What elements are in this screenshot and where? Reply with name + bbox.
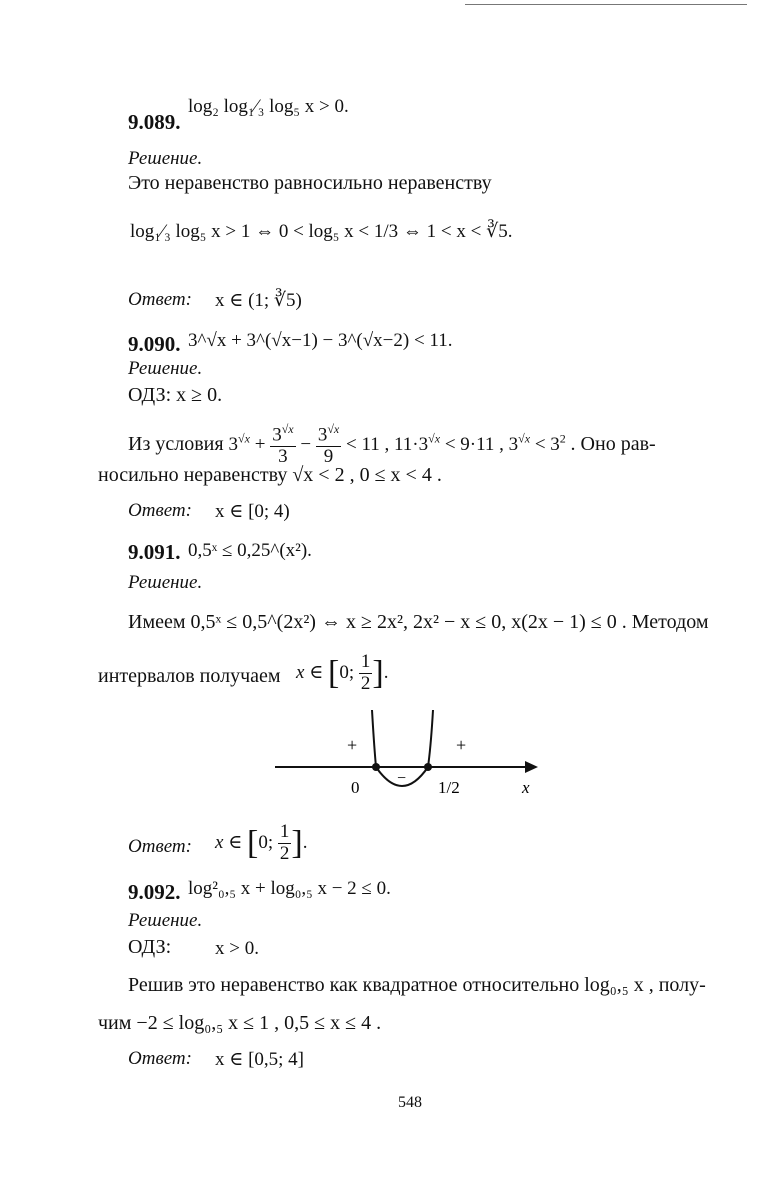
text-line bbox=[128, 423, 656, 468]
text-line: Решив это неравенство как квадратное относительно log₀,₅ x , полу- bbox=[128, 974, 706, 996]
sign-plus-right: + bbox=[456, 735, 467, 755]
text-line: чим −2 ≤ log₀,₅ x ≤ 1 , 0,5 ≤ x ≤ 4 . bbox=[98, 1012, 382, 1034]
text-suffix: . Оно рав- bbox=[570, 432, 656, 455]
problem-number-9090: 9.090. bbox=[128, 332, 181, 356]
problem-expression-9090: 3^√x + 3^(√x−1) − 3^(√x−2) < 11. bbox=[188, 330, 453, 351]
interval-result: x ∈ [0; $\frac{1}{2}$ ]. bbox=[296, 651, 389, 694]
point-half bbox=[424, 763, 432, 771]
sign-diagram bbox=[270, 705, 550, 805]
answer-value: x ∈ (1; ∛5) bbox=[215, 290, 302, 311]
problem-expression-9089: log₂ log₁⁄₃ log₅ x > 0. bbox=[188, 96, 349, 117]
solution-label: Решение. bbox=[128, 358, 203, 379]
answer-label: Ответ: bbox=[128, 836, 192, 857]
problem-number-9089: 9.089. bbox=[128, 110, 181, 134]
sign-plus-left: + bbox=[347, 735, 358, 755]
equation-inline: $3^{√x}$ + $\frac{3^{√x}}{3}$ − $\frac{3^{√x}}{9}$ < 11 , $11\cdot 3^{√x} < 9\cdot 11$ , $3^{√x} < 3^2$ bbox=[228, 422, 566, 468]
odz-label: ОДЗ: bbox=[128, 936, 172, 958]
odz-line: ОДЗ: x ≥ 0. bbox=[128, 384, 223, 406]
answer-value: x ∈ [0; $\frac{1}{2}$ ]. bbox=[215, 821, 308, 864]
text-line: интервалов получаем bbox=[98, 665, 281, 687]
fraction: $\frac{3^{√x}}{3}$ bbox=[272, 422, 294, 468]
text-line: носильно неравенству √x < 2 , 0 ≤ x < 4 . bbox=[98, 464, 442, 486]
problem-number-9091: 9.091. bbox=[128, 540, 181, 564]
parabola-left-branch bbox=[372, 710, 376, 767]
problem-number-9092: 9.092. bbox=[128, 880, 181, 904]
parabola-right-branch bbox=[428, 710, 433, 767]
fraction: $\frac{3^{√x}}{9}$ bbox=[317, 422, 340, 468]
page-number: 548 bbox=[398, 1094, 422, 1111]
axis-arrow-icon bbox=[525, 761, 538, 773]
label-half: 1/2 bbox=[438, 778, 460, 797]
text-line: Имеем 0,5ˣ ≤ 0,5^(2x²) ⇔ x ≥ 2x², 2x² − x ≤ 0, x(2x − 1) ≤ 0 . Методом bbox=[128, 611, 709, 633]
label-zero: 0 bbox=[351, 778, 360, 797]
sign-minus: − bbox=[397, 770, 407, 787]
equation-line: log₁⁄₃ log₅ x > 1 ⇔ 0 < log₅ x < 1/3 ⇔ 1 < x < ∛5. bbox=[130, 221, 513, 242]
problem-expression-9092: log²₀,₅ x + log₀,₅ x − 2 ≤ 0. bbox=[188, 878, 391, 899]
solution-label: Решение. bbox=[128, 148, 203, 169]
top-rule bbox=[465, 4, 747, 5]
solution-label: Решение. bbox=[128, 572, 203, 593]
answer-label: Ответ: bbox=[128, 500, 192, 521]
answer-value: x ∈ [0; 4) bbox=[215, 501, 290, 522]
answer-label: Ответ: bbox=[128, 1048, 192, 1069]
point-zero bbox=[372, 763, 380, 771]
answer-label: Ответ: bbox=[128, 289, 192, 310]
solution-label: Решение. bbox=[128, 910, 203, 931]
text-line: Это неравенство равносильно неравенству bbox=[128, 172, 492, 194]
odz-value: x > 0. bbox=[215, 938, 259, 959]
answer-value: x ∈ [0,5; 4] bbox=[215, 1049, 304, 1070]
problem-expression-9091: 0,5ˣ ≤ 0,25^(x²). bbox=[188, 540, 312, 561]
text-prefix: Из условия bbox=[128, 432, 224, 455]
axis-label-x: x bbox=[522, 778, 530, 797]
